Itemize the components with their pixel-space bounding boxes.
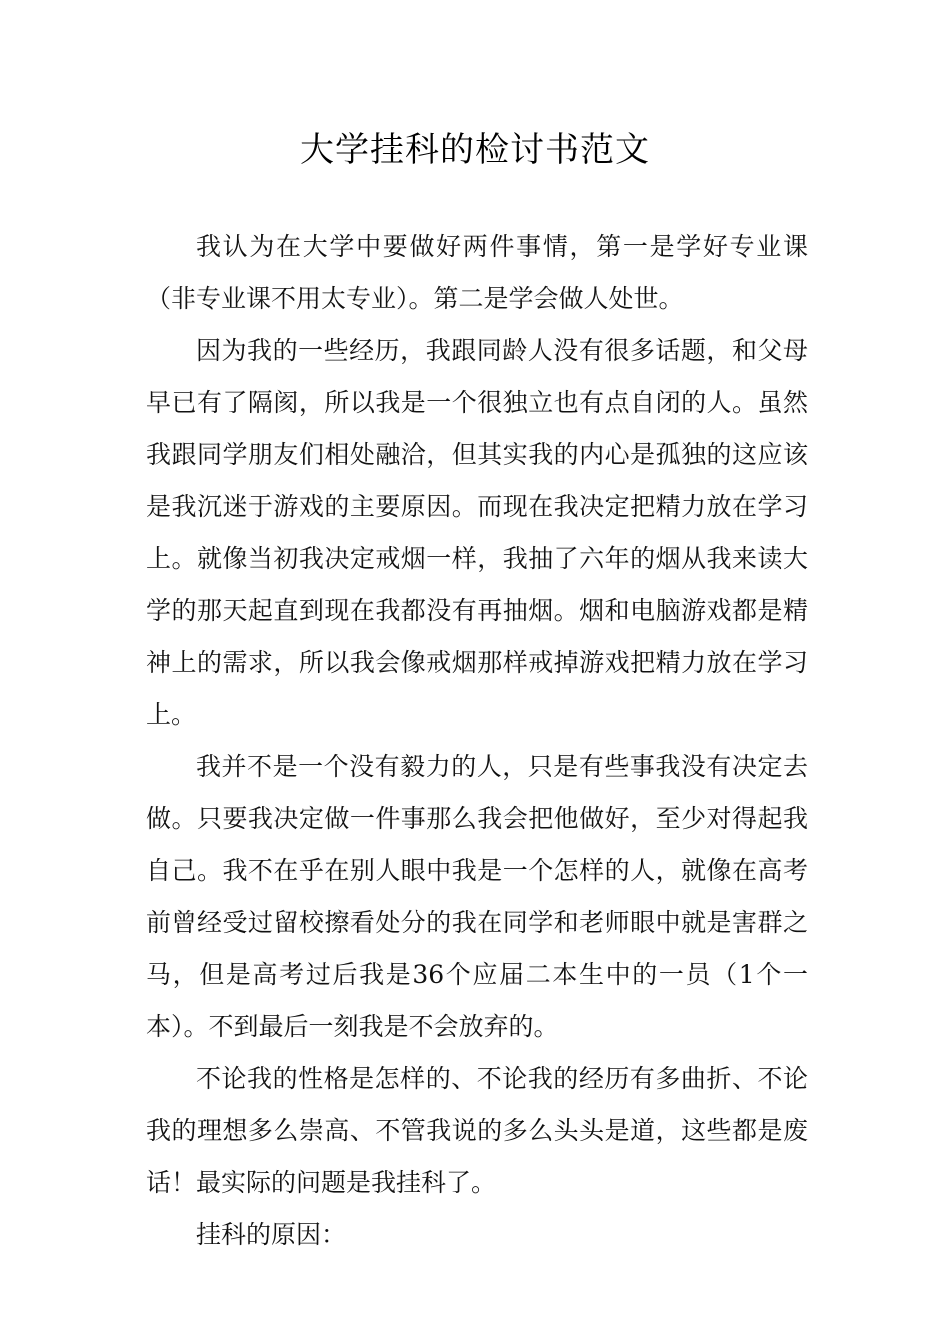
paragraph-4: 不论我的性格是怎样的、不论我的经历有多曲折、不论我的理想多么崇高、不管我说的多么头头是道，这些都是废话！最实际的问题是我挂科了。 <box>146 1064 808 1197</box>
document-title: 大学挂科的检讨书范文 <box>300 130 650 170</box>
paragraph-3: 我并不是一个没有毅力的人，只是有些事我没有决定去做。只要我决定做一件事那么我会把他做好，至少对得起我自己。我不在乎在别人眼中我是一个怎样的人，就像在高考前曾经受过留校擦看处分的我在同学和老师眼中就是害群之马，但是高考过后我是36个应届二本生中的一员（1个一本）。不到最后一刻我是不会放弃的。 <box>146 752 808 1041</box>
document-body <box>146 221 808 1261</box>
paragraph-5: 挂科的原因： <box>196 1220 347 1249</box>
paragraph-2: 因为我的一些经历，我跟同龄人没有很多话题，和父母早已有了隔阂，所以我是一个很独立也有点自闭的人。虽然我跟同学朋友们相处融洽，但其实我的内心是孤独的这应该是我沉迷于游戏的主要原因。而现在我决定把精力放在学习上。就像当初我决定戒烟一样，我抽了六年的烟从我来读大学的那天起直到现在我都没有再抽烟。烟和电脑游戏都是精神上的需求，所以我会像戒烟那样戒掉游戏把精力放在学习上。 <box>146 336 808 729</box>
paragraph-1: 我认为在大学中要做好两件事情，第一是学好专业课（非专业课不用太专业）。第二是学会做人处世。 <box>146 232 808 313</box>
